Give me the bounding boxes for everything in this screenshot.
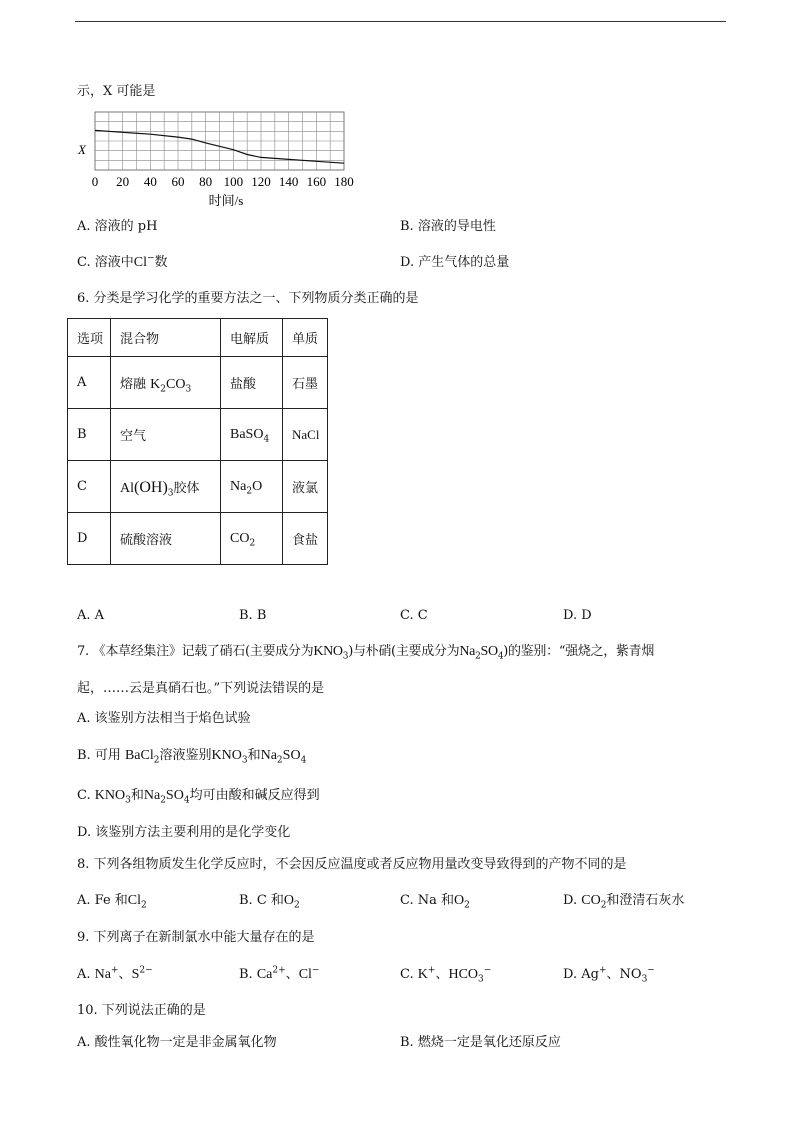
cell-mixture: 硫酸溶液 bbox=[111, 513, 221, 565]
x-axis-label: 时间/s bbox=[208, 193, 244, 208]
q9-stem: 9. 下列离子在新制氯水中能大量存在的是 bbox=[77, 930, 315, 945]
header-cell: 单质 bbox=[283, 319, 328, 357]
header-cell: 电解质 bbox=[221, 319, 283, 357]
table-row bbox=[68, 409, 328, 461]
x-tick-label: 20 bbox=[116, 174, 130, 189]
q5-option-b: B. 溶液的导电性 bbox=[400, 219, 496, 234]
q9-option-b: B. $Ca^{2+}$、Cl− bbox=[239, 965, 320, 982]
chart-grid bbox=[95, 112, 344, 170]
q8-option-d: D. $CO_2$和澄清石灰水 bbox=[563, 893, 685, 911]
cell-electrolyte: 盐酸 bbox=[221, 357, 283, 409]
q5-c-text: C. 溶液中 bbox=[77, 255, 134, 270]
cell-element: NaCl bbox=[283, 409, 328, 461]
x-tick-label: 140 bbox=[278, 174, 299, 189]
cell-mixture: 熔融 $K_2CO_3$ bbox=[111, 357, 221, 409]
x-tick-label: 80 bbox=[199, 174, 213, 189]
header-rule bbox=[75, 21, 726, 22]
q7-option-c: C. $KNO_3$和$Na_2SO_4$均可由酸和碱反应得到 bbox=[77, 788, 320, 806]
table-row bbox=[68, 357, 328, 409]
x-tick-label: 0 bbox=[91, 174, 99, 189]
q9-option-d: D. Ag+、$NO_3^-$ bbox=[563, 965, 655, 985]
q6-option-c: C. C bbox=[400, 608, 428, 623]
x-tick-label: 120 bbox=[251, 174, 271, 189]
cell-option: A bbox=[68, 357, 111, 409]
x-tick-label: 100 bbox=[223, 174, 244, 189]
question-intro: 示，X 可能是 bbox=[77, 84, 156, 99]
cell-mixture: $Al(OH)_3$胶体 bbox=[111, 461, 221, 513]
x-tick-label: 160 bbox=[306, 174, 327, 189]
cell-element: 石墨 bbox=[283, 357, 328, 409]
q6-option-a: A. A bbox=[77, 608, 105, 623]
header-cell: 混合物 bbox=[111, 319, 221, 357]
header-cell: 选项 bbox=[68, 319, 111, 357]
table-row bbox=[68, 513, 328, 565]
q7-stem-line1: 7. 《本草经集注》记载了硝石(主要成分为$KNO_3$)与朴硝(主要成分为$Na_2SO_4$)的鉴别：“强烧之，紫青烟 bbox=[77, 644, 655, 662]
q10-option-b: B. 燃烧一定是氧化还原反应 bbox=[400, 1035, 561, 1050]
q5-c-ion: Cl bbox=[133, 255, 147, 270]
x-tick-label: 180 bbox=[334, 174, 354, 189]
q5-c-charge: − bbox=[146, 253, 155, 264]
cell-option: B bbox=[68, 409, 111, 461]
q7-option-d: D. 该鉴别方法主要利用的是化学变化 bbox=[77, 825, 291, 840]
line-chart bbox=[70, 108, 370, 208]
q6-stem: 6. 分类是学习化学的重要方法之一、下列物质分类正确的是 bbox=[77, 291, 419, 306]
table-header-row bbox=[68, 319, 328, 357]
y-axis-label: X bbox=[78, 142, 86, 157]
q5-c-post: 数 bbox=[154, 255, 168, 270]
q9-option-a: A. Na+、$S^{2-}$ bbox=[77, 965, 153, 982]
q9-option-c: C. K+、$HCO_3^-$ bbox=[400, 965, 492, 985]
q8-option-b: B. C 和$O_2$ bbox=[239, 893, 300, 911]
x-tick-labels bbox=[92, 174, 354, 189]
cell-option: D bbox=[68, 513, 111, 565]
cell-electrolyte: $Na_2O$ bbox=[221, 461, 283, 513]
q6-option-d: D. D bbox=[563, 608, 592, 623]
q6-option-b: B. B bbox=[239, 608, 267, 623]
q7-stem-line2: 起，……云是真硝石也。”下列说法错误的是 bbox=[77, 681, 325, 696]
q7-option-a: A. 该鉴别方法相当于焰色试验 bbox=[77, 711, 251, 726]
x-tick-label: 60 bbox=[171, 174, 185, 189]
cell-element: 液氯 bbox=[283, 461, 328, 513]
cell-element: 食盐 bbox=[283, 513, 328, 565]
q8-option-a: A. Fe 和$Cl_2$ bbox=[77, 893, 147, 911]
q10-stem: 10. 下列说法正确的是 bbox=[77, 1003, 206, 1018]
cell-mixture: 空气 bbox=[111, 409, 221, 461]
classification-table bbox=[67, 318, 328, 565]
q5-option-d: D. 产生气体的总量 bbox=[400, 255, 510, 270]
q8-stem: 8. 下列各组物质发生化学反应时，不会因反应温度或者反应物用量改变导致得到的产物不同的是 bbox=[77, 857, 627, 872]
table-row bbox=[68, 461, 328, 513]
x-tick-label: 40 bbox=[143, 174, 157, 189]
cell-option: C bbox=[68, 461, 111, 513]
q8-option-c: C. Na 和$O_2$ bbox=[400, 893, 470, 911]
q7-option-b: B. 可用 BaCl$_2$溶液鉴别$KNO_3$和$Na_2SO_4$ bbox=[77, 748, 307, 766]
q5-option-a: A. 溶液的 pH bbox=[77, 219, 158, 234]
q10-option-a: A. 酸性氧化物一定是非金属氧化物 bbox=[77, 1035, 277, 1050]
cell-electrolyte: BaSO$_4$ bbox=[221, 409, 283, 461]
cell-electrolyte: $CO_2$ bbox=[221, 513, 283, 565]
q5-option-c bbox=[77, 255, 168, 271]
